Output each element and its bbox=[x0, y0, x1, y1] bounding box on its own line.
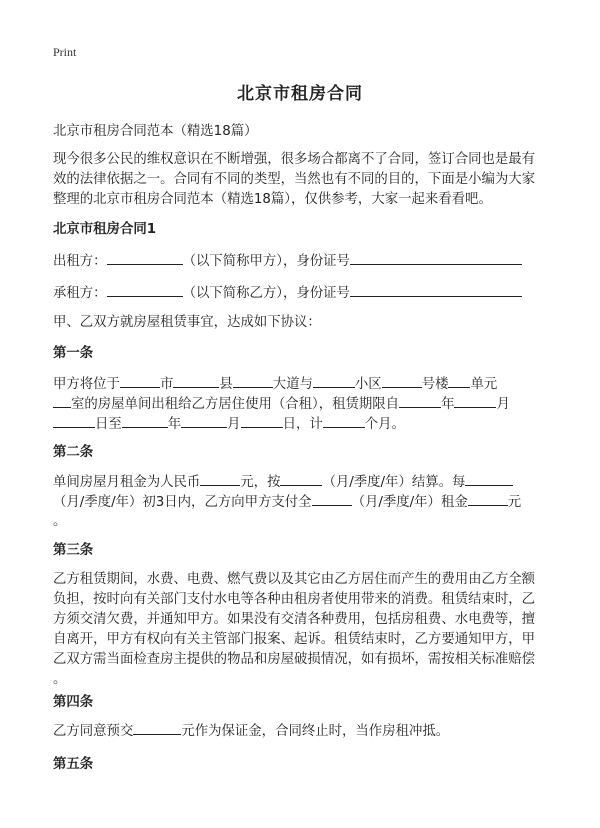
blank bbox=[53, 414, 95, 428]
article-1-line bbox=[53, 414, 405, 434]
art1-text: 日，计 bbox=[282, 417, 323, 432]
agreement-text: 甲、乙双方就房屋租赁事宜，达成如下协议： bbox=[53, 315, 321, 330]
print-label[interactable]: Print bbox=[53, 45, 77, 59]
article-3-line: 负担，按时向有关部门支付水电等各种由租房者使用带来的消费。租赁结束时，乙 bbox=[53, 592, 536, 607]
article-4-line bbox=[53, 721, 449, 741]
blank bbox=[200, 472, 240, 486]
lessor-abbrev: （以下简称甲方），身份证号 bbox=[182, 254, 350, 269]
blank bbox=[233, 374, 273, 388]
art1-text: 月 bbox=[496, 397, 510, 412]
blank bbox=[120, 374, 160, 388]
blank bbox=[468, 492, 508, 506]
lessee-line bbox=[53, 283, 522, 303]
art1-text: 月 bbox=[227, 417, 241, 432]
contract-heading: 北京市租房合同1 bbox=[53, 222, 157, 237]
deposit-blank bbox=[133, 721, 181, 735]
art2-text: （月/季度/年）租金 bbox=[351, 495, 468, 510]
art1-text: 单元 bbox=[470, 377, 498, 392]
article-2-line bbox=[53, 492, 521, 512]
art4-text: 元作为保证金，合同终止时，当作房租冲抵。 bbox=[181, 724, 450, 739]
article-5-heading: 第五条 bbox=[53, 757, 94, 772]
article-3-heading: 第三条 bbox=[53, 543, 94, 558]
article-1-line bbox=[53, 394, 510, 414]
blank bbox=[382, 374, 422, 388]
blank bbox=[313, 374, 355, 388]
art1-text: 年 bbox=[441, 397, 455, 412]
article-3-line: 乙双方需当面检查房主提供的物品和房屋破损情况，如有损坏，需按相关标准赔偿 bbox=[53, 652, 536, 667]
document-title: 北京市租房合同 bbox=[237, 84, 363, 104]
blank bbox=[122, 414, 168, 428]
blank bbox=[323, 414, 365, 428]
art2-text: 元，按 bbox=[240, 475, 281, 490]
article-3-line: 自离开，甲方有权向有关主管部门报案、起诉。租赁结束时，乙方要通知甲方，甲 bbox=[53, 632, 536, 647]
art4-text: 乙方同意预交 bbox=[53, 724, 134, 739]
blank bbox=[53, 394, 71, 408]
blank bbox=[280, 472, 322, 486]
art2-text: （月/季度/年）初3日内，乙方向甲方支付全 bbox=[53, 495, 312, 510]
lessee-id-blank bbox=[350, 283, 522, 297]
art1-text: 县 bbox=[219, 377, 233, 392]
blank bbox=[454, 394, 496, 408]
article-3-line: 乙方租赁期间，水费、电费、燃气费以及其它由乙方居住而产生的费用由乙方全额 bbox=[53, 572, 536, 587]
article-1-line bbox=[53, 374, 497, 394]
article-4-heading: 第四条 bbox=[53, 695, 94, 710]
intro-line: 效的法律依据之一。合同有不同的类型，当然也有不同的目的，下面是小编为大家 bbox=[53, 172, 536, 187]
blank bbox=[241, 414, 283, 428]
lessor-label: 出租方： bbox=[53, 254, 107, 269]
lessee-name-blank bbox=[107, 283, 183, 297]
blank bbox=[312, 492, 352, 506]
art1-text: 大道与 bbox=[272, 377, 313, 392]
art1-text: 号楼 bbox=[421, 377, 449, 392]
lessor-id-blank bbox=[350, 251, 522, 265]
art1-text: 年 bbox=[167, 417, 182, 432]
article-2-line: 。 bbox=[53, 514, 67, 529]
lessor-line bbox=[53, 251, 522, 271]
art1-text: 个月。 bbox=[364, 417, 405, 432]
article-3-line: 。 bbox=[53, 672, 67, 687]
art2-text: 单间房屋月租金为人民币 bbox=[53, 475, 201, 490]
blank bbox=[181, 414, 227, 428]
blank bbox=[465, 472, 513, 486]
lessee-label: 承租方： bbox=[53, 286, 107, 301]
lessee-abbrev: （以下简称乙方），身份证号 bbox=[182, 286, 350, 301]
lessor-name-blank bbox=[107, 251, 183, 265]
art1-text: 小区 bbox=[354, 377, 382, 392]
art2-text: （月/季度/年）结算。每 bbox=[322, 475, 466, 490]
art1-text: 室的房屋单间出租给乙方居住使用（合租），租赁期限自 bbox=[71, 397, 400, 412]
article-2-heading: 第二条 bbox=[53, 445, 94, 460]
art2-text: 元 bbox=[507, 495, 522, 510]
art1-text: 甲方将位于 bbox=[53, 377, 120, 392]
article-3-line: 方须交清欠费，并通知甲方。如果没有交清各种费用，包括房租费、水电费等，擅 bbox=[53, 612, 536, 627]
article-2-line bbox=[53, 472, 513, 492]
article-1-heading: 第一条 bbox=[53, 346, 94, 361]
blank bbox=[399, 394, 441, 408]
blank bbox=[448, 374, 470, 388]
blank bbox=[173, 374, 219, 388]
intro-line: 现今很多公民的维权意识在不断增强，很多场合都离不了合同，签订合同也是最有 bbox=[53, 152, 536, 167]
subtitle: 北京市租房合同范本（精选18篇） bbox=[53, 124, 258, 139]
art1-text: 日至 bbox=[95, 417, 122, 432]
art1-text: 市 bbox=[159, 377, 174, 392]
intro-line: 整理的北京市租房合同范本（精选18篇），仅供参考，大家一起来看看吧。 bbox=[53, 192, 492, 207]
